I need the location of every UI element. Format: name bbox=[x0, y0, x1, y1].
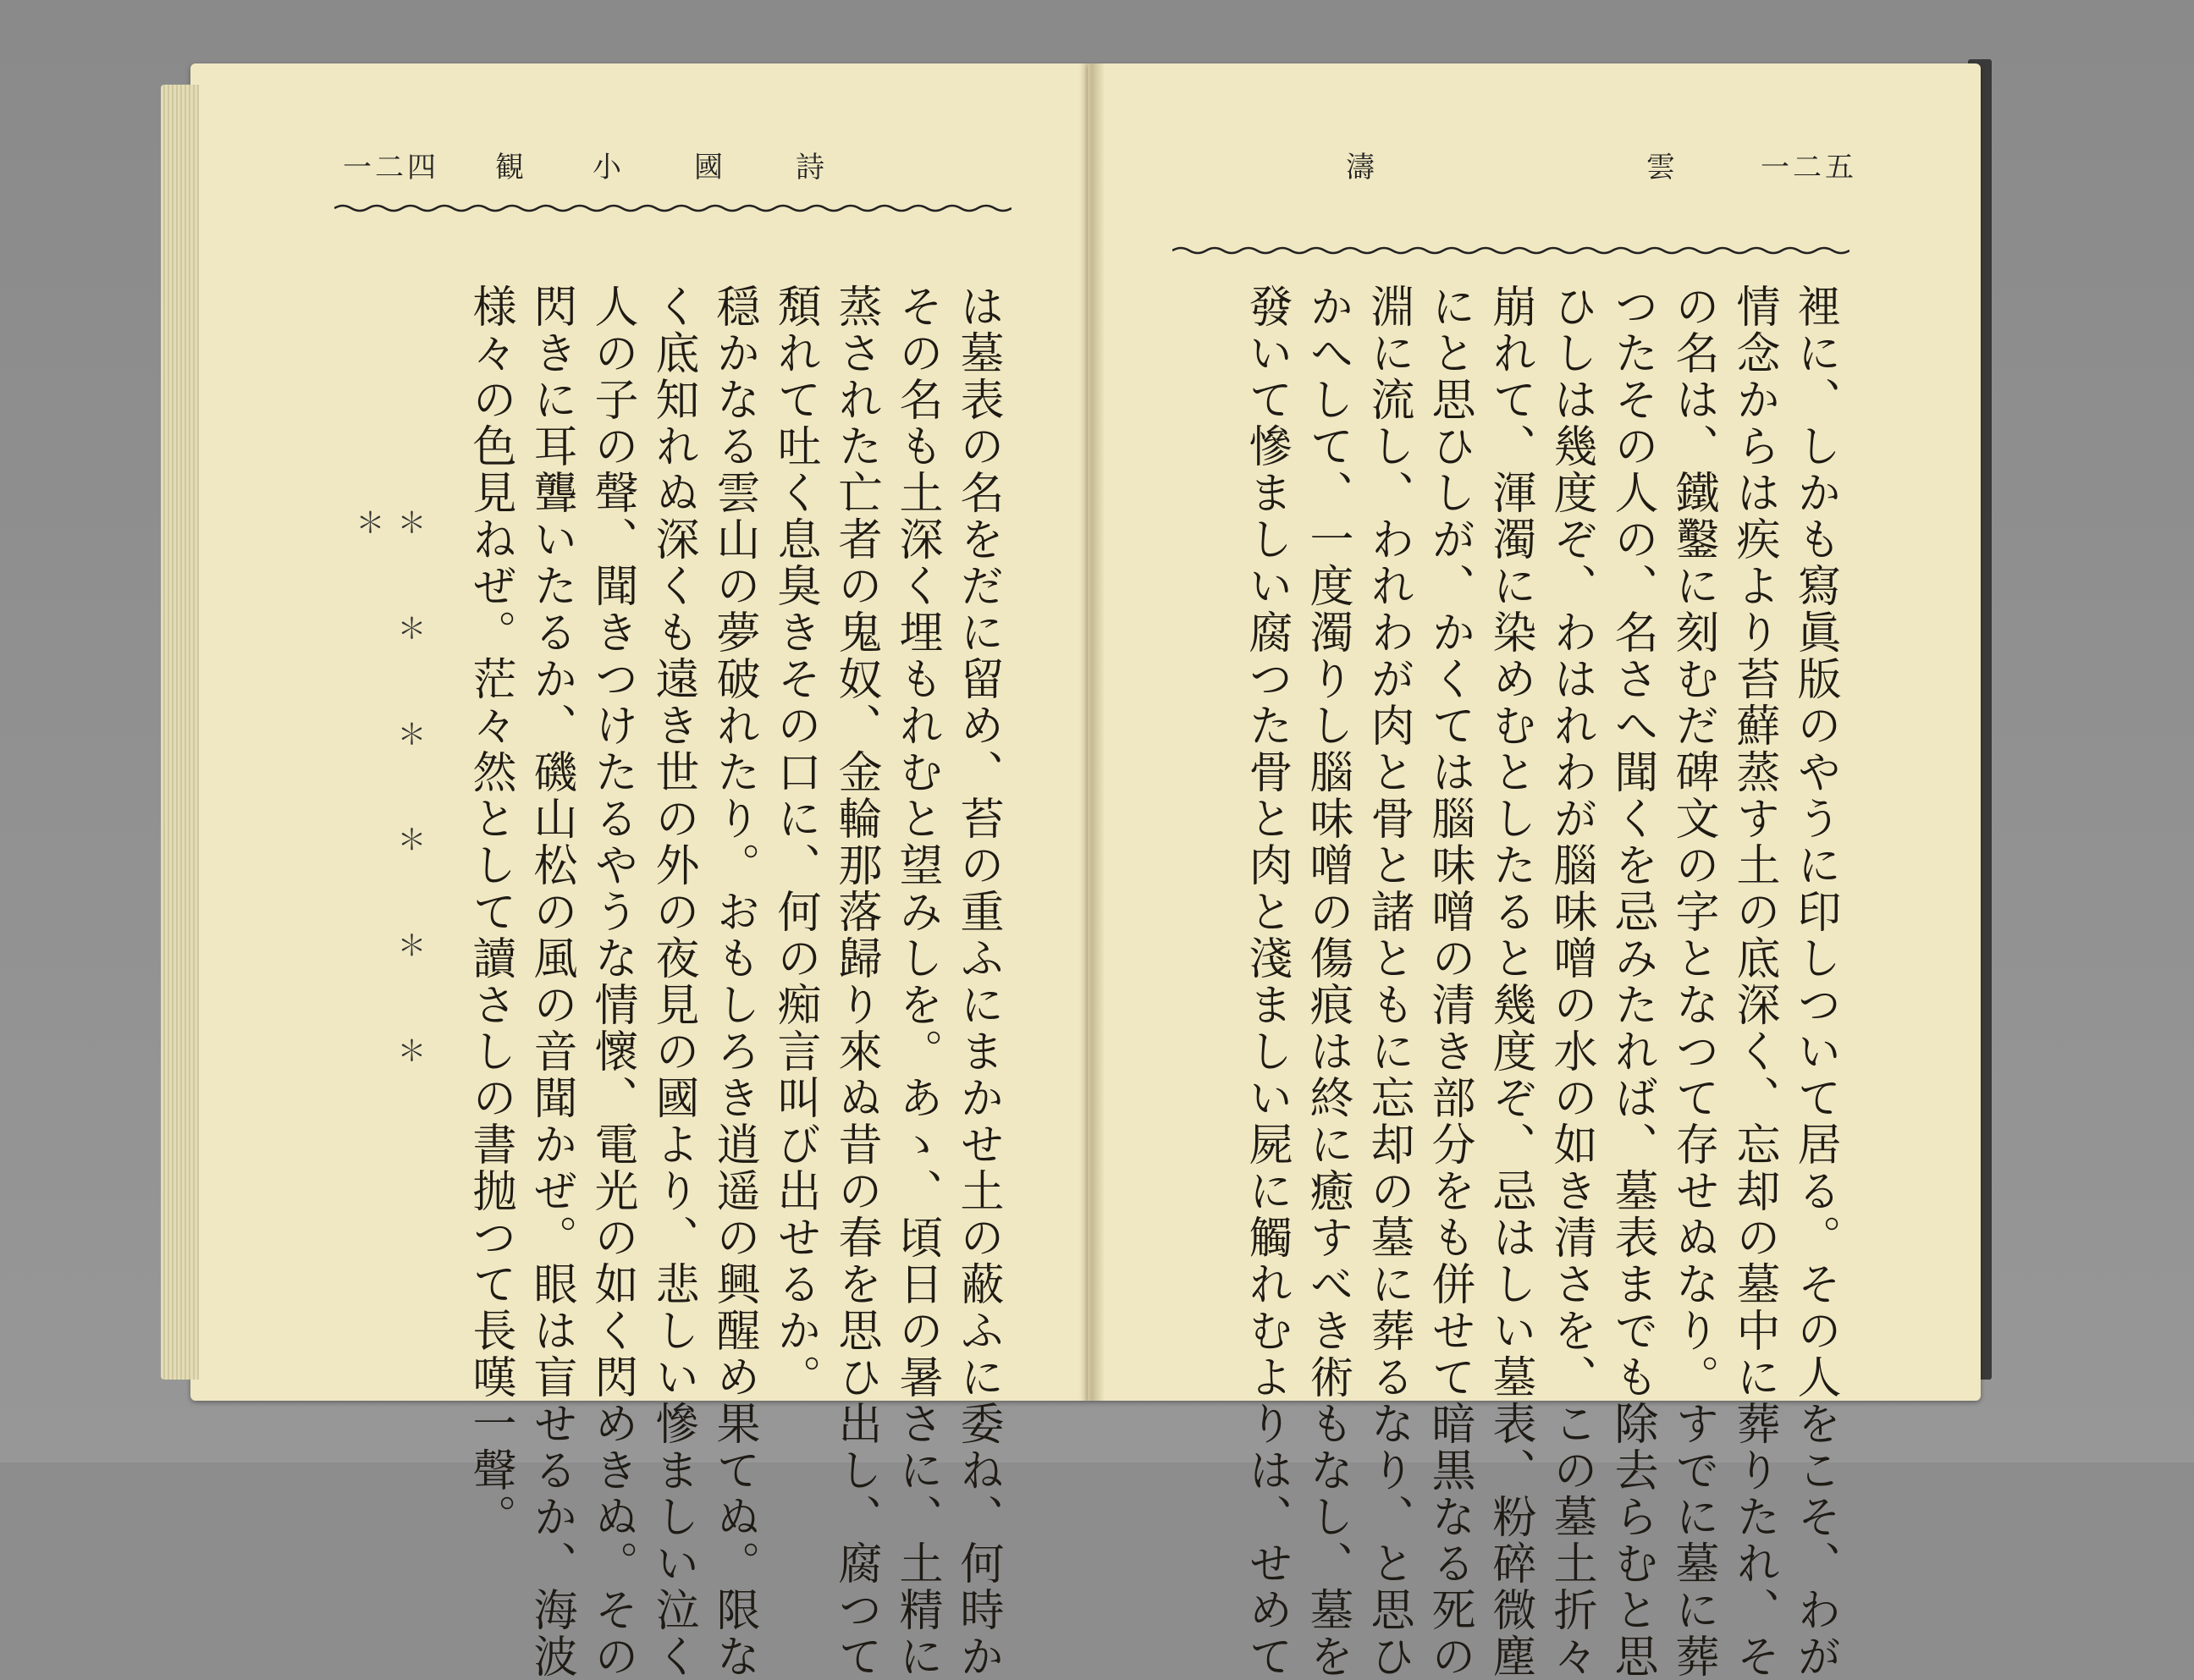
page-edges bbox=[161, 85, 199, 1380]
section-break-asterisks: ＊ ＊ ＊ ＊ ＊ ＊ ＊ bbox=[350, 508, 426, 1099]
right-page-column: にと思ひしが、かくては腦味噌の清き部分をも併せて暗黒なる死の bbox=[1424, 284, 1475, 1680]
left-page-column: 様々の色見ねぜ。茫々然として讀さしの書抛つて長嘆一聲。 bbox=[465, 284, 515, 1540]
running-title-char: 詩 bbox=[796, 151, 828, 185]
running-title-char: 雲 bbox=[1646, 151, 1679, 185]
right-page-column: 淵に流し、われわが肉と骨と諸ともに忘却の墓に葬るなり、と思ひ bbox=[1363, 284, 1414, 1680]
page-number: 一二四 bbox=[343, 151, 439, 185]
running-title-char: 國 bbox=[694, 151, 726, 185]
header-rule-right bbox=[1172, 245, 1849, 256]
left-page-column: 人の子の聲、聞きつけたるやうな情懷、電光の如く閃めきぬ。その bbox=[587, 284, 637, 1680]
page-number: 一二五 bbox=[1761, 151, 1857, 185]
left-page-column: 頽れて吐く息臭きその口に、何の痴言叫び出せるか。 bbox=[769, 284, 820, 1401]
right-page-header bbox=[1012, 144, 1857, 195]
left-page-header bbox=[178, 144, 1024, 195]
running-title-char: 濤 bbox=[1346, 151, 1378, 185]
left-page-column: 穏かなる雲山の夢破れたり。おもしろき逍遥の興醒め果てぬ。限な bbox=[708, 284, 759, 1680]
right-page-column: かへして、一度濁りし腦味噌の傷痕は終に癒すべき術もなし、墓を bbox=[1302, 284, 1353, 1680]
right-page-column: つたその人の、名さへ聞くを忌みたれば、墓表までも除去らむと思 bbox=[1607, 284, 1657, 1680]
right-page-column: ひしは幾度ぞ、わはれわが腦味噌の水の如き清さを、この墓土折々 bbox=[1546, 284, 1596, 1680]
running-title-char: 小 bbox=[593, 151, 625, 185]
running-title-char: 観 bbox=[495, 151, 527, 185]
left-page-column: 閃きに耳聾いたるか、磯山松の風の音聞かぜ。眼は盲せるか、海波 bbox=[526, 284, 576, 1680]
left-page-column: く底知れぬ深くも遠き世の外の夜見の國より、悲しい慘ましい泣く bbox=[648, 284, 698, 1680]
right-page-column: 情念からは疾より苔蘚蒸す土の底深く、忘却の墓中に葬りたれ、そ bbox=[1728, 284, 1779, 1680]
right-page-column: の名は、鐵鑿に刻むだ碑文の字となつて存せぬなり。すでに墓に葬 bbox=[1668, 284, 1718, 1680]
left-page-column: 蒸された亡者の鬼奴、金輪那落歸り來ぬ昔の春を思ひ出し、腐つて bbox=[830, 284, 881, 1680]
header-rule-left bbox=[334, 203, 1012, 213]
left-page-column: は墓表の名をだに留め、苔の重ふにまかせ土の蔽ふに委ね、何時か bbox=[952, 284, 1003, 1680]
right-page-column: 發いて慘ましい腐つた骨と肉と淺ましい屍に觸れむよりは、せめて bbox=[1241, 284, 1292, 1680]
right-page-column: 崩れて、渾濁に染めむとしたると幾度ぞ、忌はしい墓表、粉碎微塵 bbox=[1485, 284, 1535, 1680]
book-gutter bbox=[1079, 63, 1105, 1401]
left-page-column: その名も土深く埋もれむと望みしを。あゝ、頃日の暑さに、土精に bbox=[891, 284, 942, 1680]
right-page-column: 裡に、しかも寫眞版のやうに印しついて居る。その人をこそ、わが bbox=[1789, 284, 1840, 1680]
